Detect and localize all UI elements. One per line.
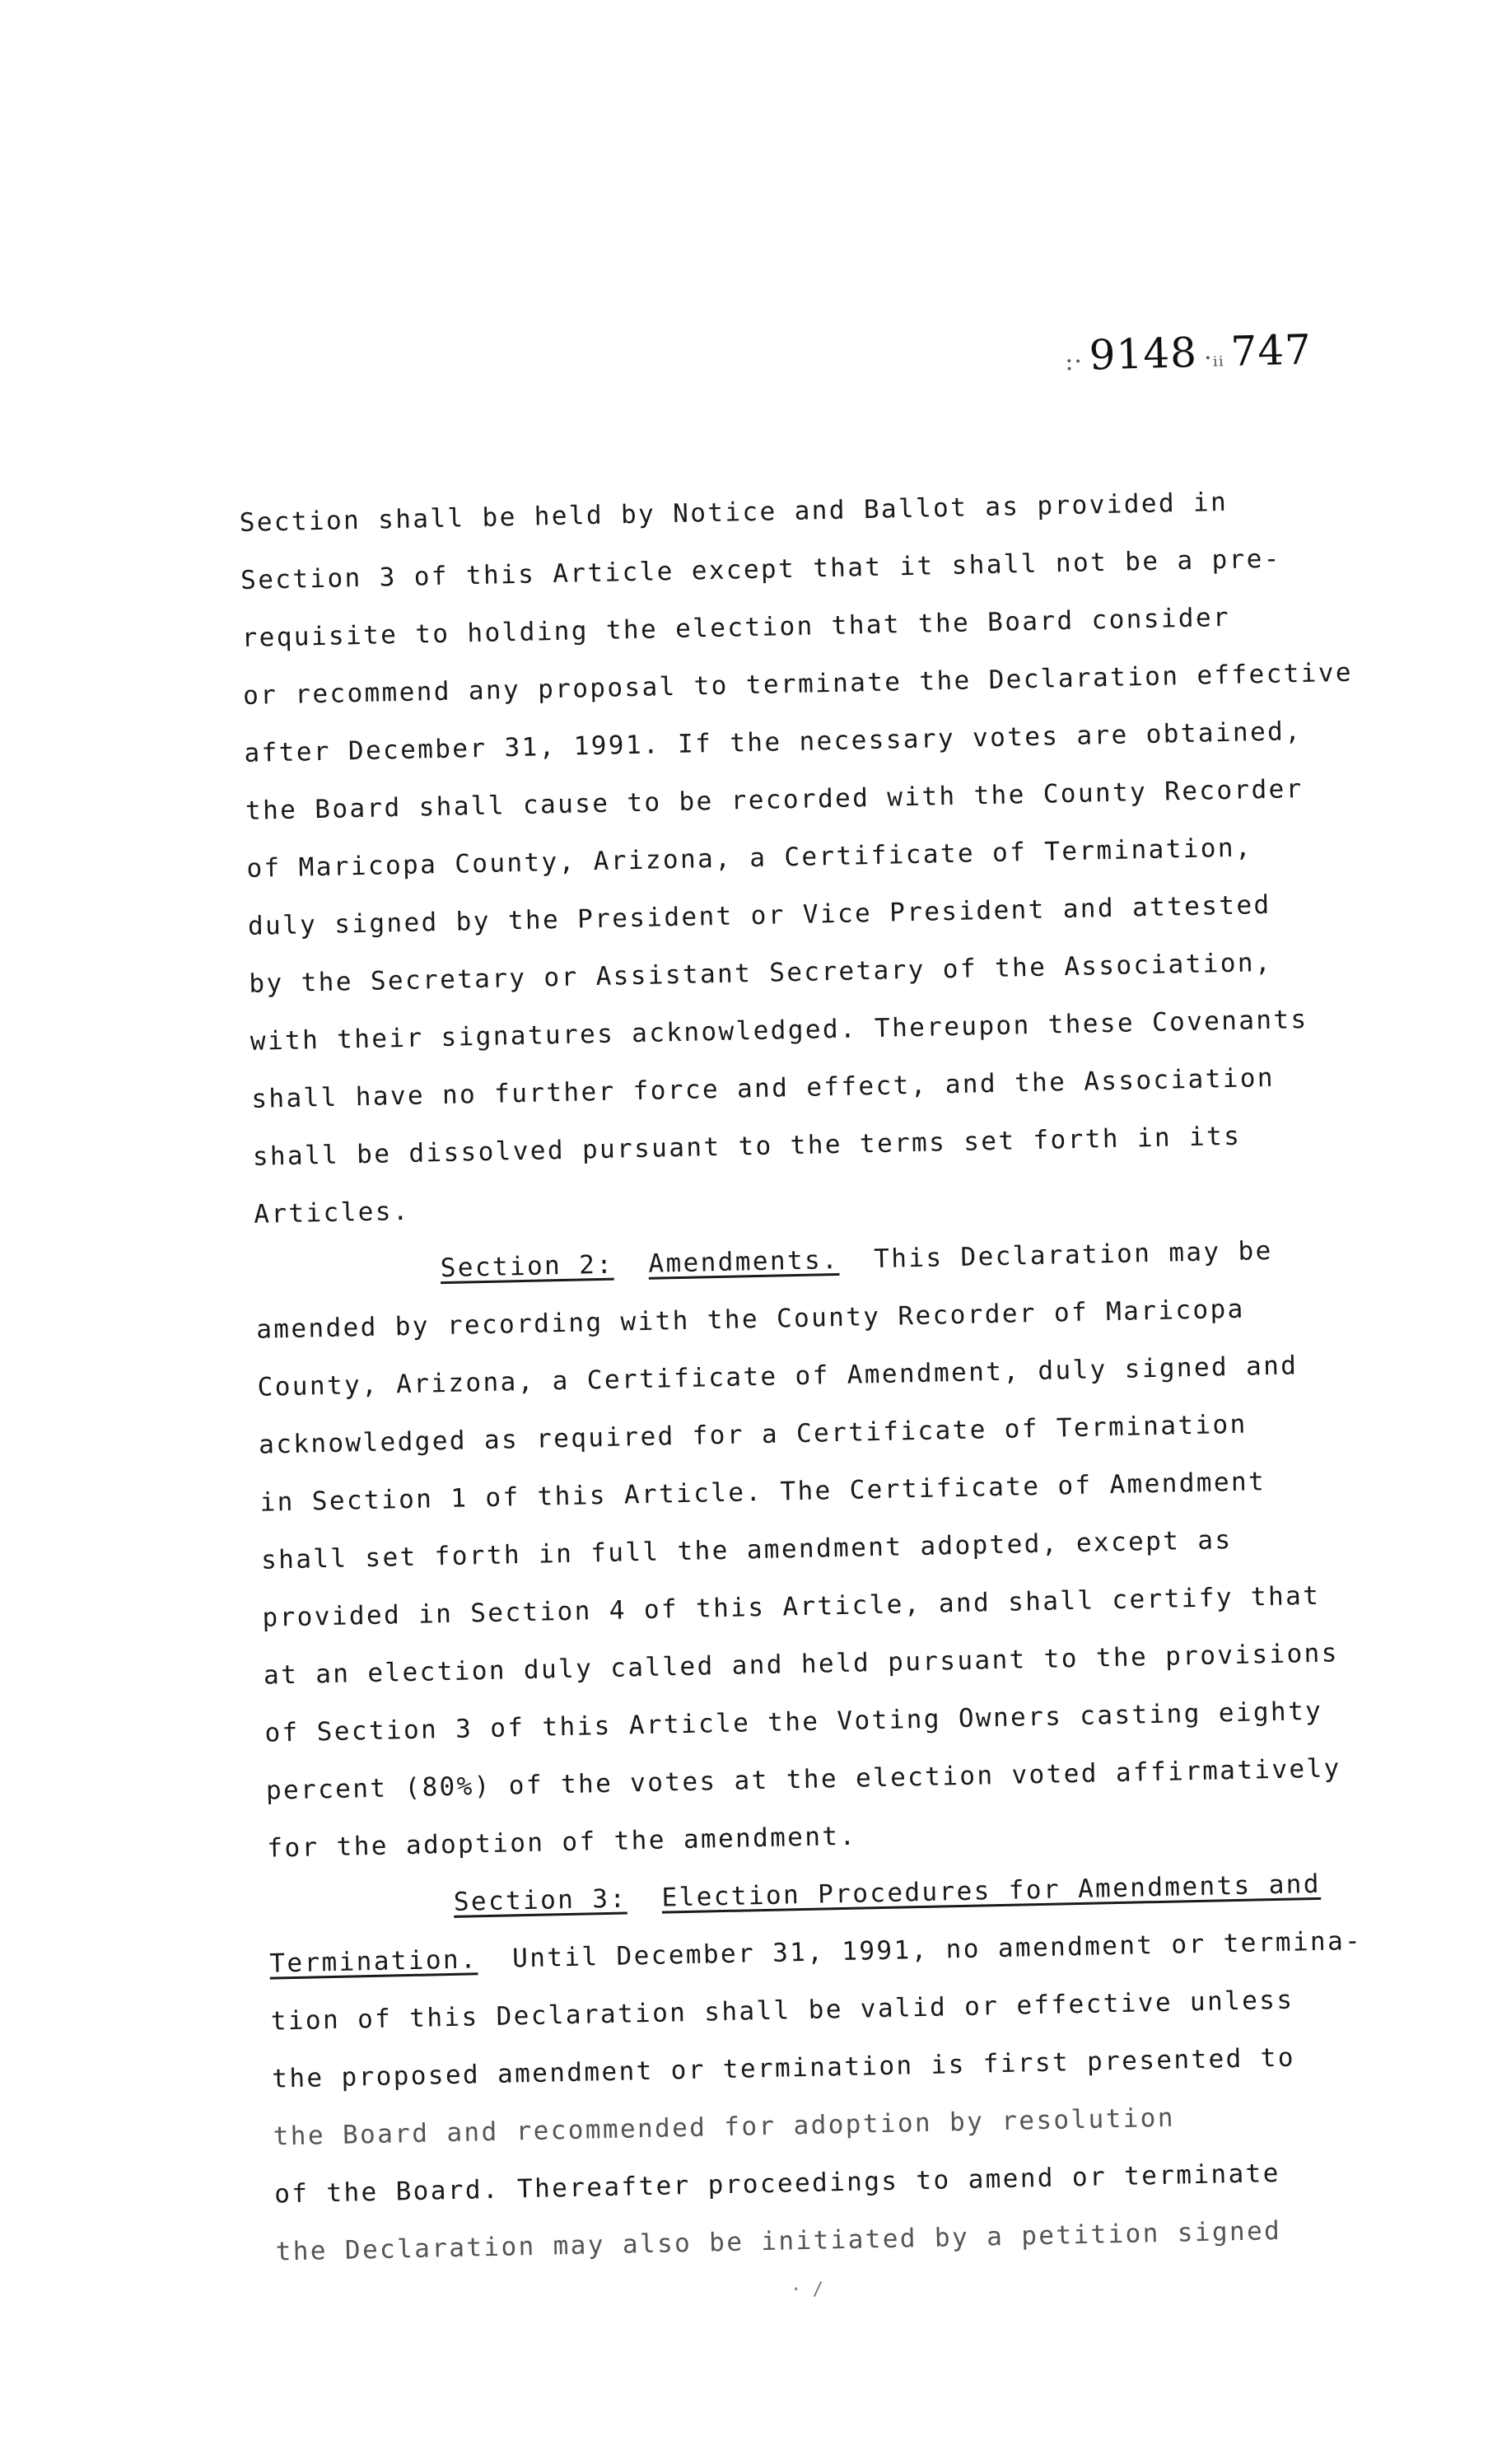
text-line: Section shall be held by Notice and Ballot as provided in <box>239 487 1229 538</box>
section-3-label: Section 3: <box>453 1883 627 1917</box>
text-line: requisite to holding the election that the Board consider <box>241 602 1231 653</box>
text-line: the Board and recommended for adoption by resolution <box>273 2102 1176 2152</box>
text-line: by the Secretary or Assistant Secretary of the Association, <box>249 947 1273 999</box>
text-line: of Maricopa County, Arizona, a Certificate of Termination, <box>246 833 1253 884</box>
text-line: shall have no further force and effect, and the Association <box>251 1062 1276 1114</box>
text-line: shall set forth in full the amendment adopted, except as <box>260 1525 1233 1575</box>
stamp-prefix: :· <box>1064 347 1084 377</box>
text-line: Articles. <box>253 1196 411 1230</box>
page-footer-mark: · / <box>791 2280 823 2300</box>
page-number-stamp: 747 <box>1229 325 1313 376</box>
text-line: after December 31, 1991. If the necessary votes are obtained, <box>244 716 1303 768</box>
text-line: or recommend any proposal to terminate the Declaration effective <box>242 657 1354 711</box>
text-line: the Declaration may also be initiated by a petition signed <box>275 2215 1282 2267</box>
text-line: in Section 1 of this Article. The Certificate of Amendment <box>259 1467 1266 1518</box>
text-line: of Section 3 of this Article the Voting Owners casting eighty <box>264 1696 1323 1748</box>
text-line: for the adoption of the amendment. <box>267 1821 857 1864</box>
stamp-separator: ·ᵢᵢ <box>1203 343 1225 373</box>
text-line: Section 3 of this Article except that it shall not be a pre- <box>240 544 1282 595</box>
body-text <box>239 470 1404 2280</box>
recording-stamp <box>1057 324 1404 380</box>
section-3-title-continued: Termination. <box>269 1944 478 1979</box>
text-line: the Board shall cause to be recorded with the County Recorder <box>245 774 1304 826</box>
text-line: tion of this Declaration shall be valid or effective unless <box>270 1985 1294 2037</box>
text-line: acknowledged as required for a Certificate of Termination <box>258 1409 1248 1460</box>
section-2-label: Section 2: <box>440 1249 614 1284</box>
text-line: at an election duly called and held pursuant to the provisions <box>263 1638 1340 1691</box>
text-line: percent (80%) of the votes at the election voted affirmatively <box>265 1753 1342 1806</box>
text-line: provided in Section 4 of this Article, and shall certify that <box>262 1580 1321 1633</box>
section-3-title: Election Procedures for Amendments and <box>661 1869 1322 1913</box>
text-line: with their signatures acknowledged. Thereupon these Covenants <box>250 1004 1308 1057</box>
docket-number: 9148 <box>1088 329 1198 380</box>
text-line: County, Arizona, a Certificate of Amendment, duly signed and <box>257 1351 1299 1402</box>
text-line: duly signed by the President or Vice President and attested <box>247 889 1271 941</box>
text-line: shall be dissolved pursuant to the terms set forth in its <box>252 1121 1242 1172</box>
text-line: amended by recording with the County Recorder of Maricopa <box>255 1294 1245 1345</box>
text-line: the proposed amendment or termination is first presented to <box>271 2042 1296 2094</box>
section-3-first-line: Until December 31, 1991, no amendment or termina- <box>511 1925 1363 1974</box>
text-line: of the Board. Thereafter proceedings to amend or terminate <box>273 2158 1281 2210</box>
section-2-title: Amendments. <box>648 1244 840 1279</box>
section-2-first-line: This Declaration may be <box>873 1235 1273 1275</box>
